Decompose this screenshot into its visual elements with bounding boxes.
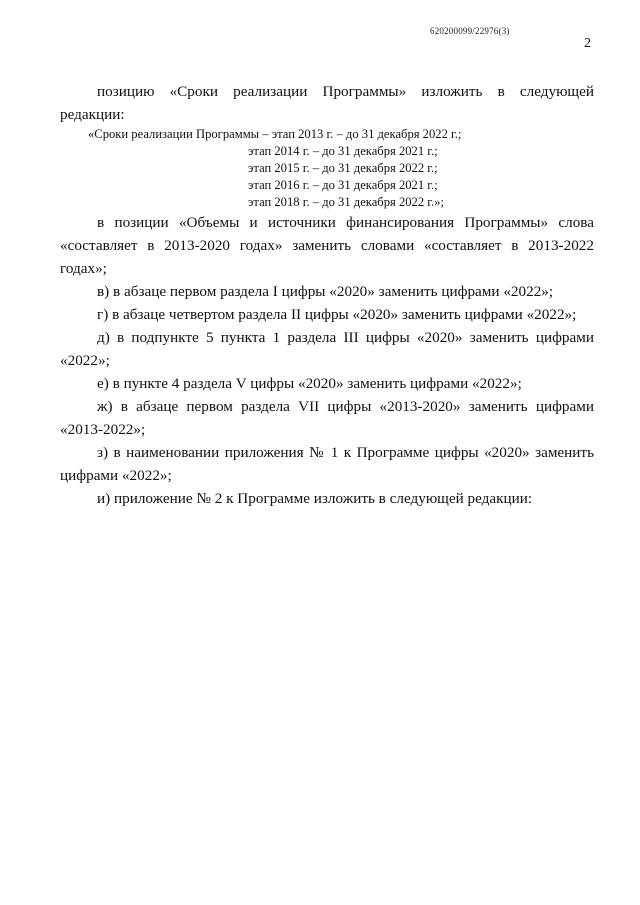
paragraph-zh: ж) в абзаце первом раздела VII цифры «2013-2020» заменить цифрами «2013-2022»; [60,398,594,438]
paragraph-funding: в позиции «Объемы и источники финансирования Программы» слова «составляет в 2013-2020 годах» заменить словами «составляет в 2013-2022 годах»; [60,214,594,277]
term-line-stage: этап 2018 г. – до 31 декабря 2022 г.»; [248,195,444,209]
page-number: 2 [584,36,591,51]
intro-paragraph: позицию «Сроки реализации Программы» изложить в следующей редакции: [60,83,594,123]
term-line-stage: этап 2016 г. – до 31 декабря 2021 г.; [248,178,438,192]
paragraph-g: г) в абзаце четвертом раздела II цифры «2020» заменить цифрами «2022»; [97,306,577,323]
term-line-main: «Сроки реализации Программы – этап 2013 г. – до 31 декабря 2022 г.; [88,127,462,141]
paragraph-e: е) в пункте 4 раздела V цифры «2020» заменить цифрами «2022»; [97,375,522,392]
term-line-stage: этап 2015 г. – до 31 декабря 2022 г.; [248,161,438,175]
paragraph-i: и) приложение № 2 к Программе изложить в следующей редакции: [97,490,533,507]
document-id: 620200099/22976(3) [430,26,510,36]
paragraph-z: з) в наименовании приложения № 1 к Программе цифры «2020» заменить цифрами «2022»; [60,444,594,484]
term-line-stage: этап 2014 г. – до 31 декабря 2021 г.; [248,144,438,158]
document-body [60,80,594,510]
paragraph-d: д) в подпункте 5 пункта 1 раздела III цифры «2020» заменить цифрами «2022»; [60,329,594,369]
program-terms-block [88,126,528,211]
paragraph-v: в) в абзаце первом раздела I цифры «2020» заменить цифрами «2022»; [97,283,554,300]
